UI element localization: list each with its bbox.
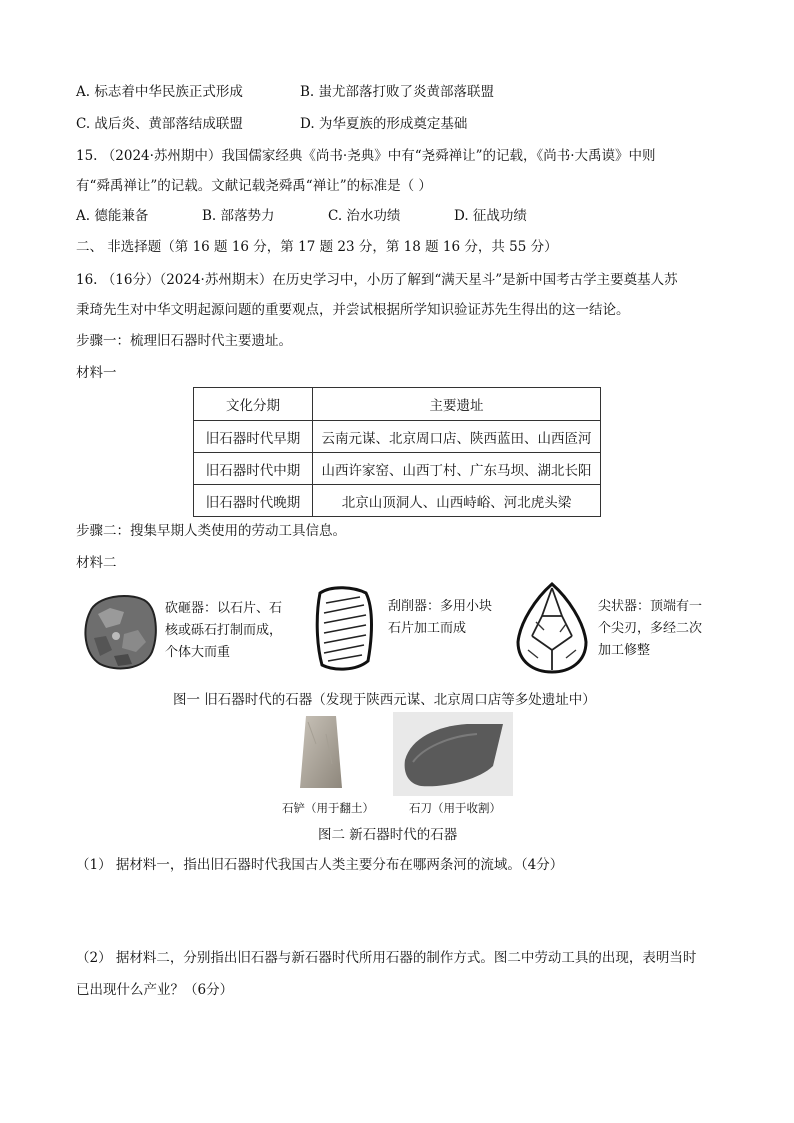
table-cell: 旧石器时代早期 — [194, 421, 313, 453]
q16-stem-line2: 秉琦先生对中华文明起源问题的重要观点，并尝试根据所学知识验证苏先生得出的这一结论。 — [76, 302, 630, 318]
table-cell: 云南元谋、北京周口店、陕西蓝田、山西匼河 — [313, 421, 601, 453]
q15-option-a: A. 德能兼备 — [76, 208, 149, 224]
table-header-row — [194, 388, 601, 421]
table-cell: 旧石器时代晚期 — [194, 485, 313, 517]
caption-line: 石片加工而成 — [388, 621, 467, 636]
table-cell: 旧石器时代中期 — [194, 453, 313, 485]
q14-option-b: B. 蚩尤部落打败了炎黄部落联盟 — [300, 84, 495, 100]
q14-option-a: A. 标志着中华民族正式形成 — [76, 84, 243, 100]
figure-two-caption: 图二 新石器时代的石器 — [318, 827, 458, 843]
q15-stem-line2: 有“舜禹禅让”的记载。文献记载尧舜禹“禅让”的标准是（ ） — [76, 178, 432, 194]
q15-option-c: C. 治水功绩 — [328, 208, 401, 224]
q14-option-c: C. 战后炎、黄部落结成联盟 — [76, 116, 243, 132]
q14-option-d: D. 为华夏族的形成奠定基础 — [300, 116, 468, 132]
table-header: 文化分期 — [194, 388, 313, 421]
stone-shovel-image — [296, 714, 346, 792]
sub-question-1: （1） 据材料一，指出旧石器时代我国古人类主要分布在哪两条河的流域。（4分） — [76, 857, 564, 873]
chopper-image — [80, 590, 160, 674]
q15-option-b: B. 部落势力 — [202, 208, 275, 224]
table-row — [194, 421, 601, 453]
caption-line: 加工修整 — [598, 643, 651, 658]
caption-line: 砍砸器：以石片、石 — [165, 601, 283, 616]
material-one-label: 材料一 — [76, 365, 117, 381]
step-one: 步骤一：梳理旧石器时代主要遗址。 — [76, 333, 292, 349]
sub-question-2-line1: （2） 据材料二，分别指出旧石器与新石器时代所用石器的制作方式。图二中劳动工具的出现，表明当时 — [76, 950, 697, 966]
scraper-image — [310, 583, 380, 675]
table-cell: 山西许家窑、山西丁村、广东马坝、湖北长阳 — [313, 453, 601, 485]
caption-line: 刮削器：多用小块 — [388, 599, 493, 614]
table-row — [194, 453, 601, 485]
sub-question-2-line2: 已出现什么产业？（6分） — [76, 982, 234, 998]
figure-one-caption: 图一 旧石器时代的石器（发现于陕西元谋、北京周口店等多处遗址中） — [173, 692, 596, 708]
material-two-label: 材料二 — [76, 555, 117, 571]
q16-stem-line1: 16. （16分）（2024·苏州期末）在历史学习中，小历了解到“满天星斗”是新中国考古学主要奠基人苏 — [76, 272, 678, 288]
table-cell: 北京山顶洞人、山西峙峪、河北虎头梁 — [313, 485, 601, 517]
q15-stem-line1: 15. （2024·苏州期中）我国儒家经典《尚书·尧典》中有“尧舜禅让”的记载，《尚书·大禹谟》中则 — [76, 148, 656, 164]
scraper-caption — [388, 596, 492, 640]
point-tool-caption — [598, 596, 702, 662]
caption-line: 尖状器：顶端有一 — [598, 599, 703, 614]
section-heading: 二、 非选择题（第 16 题 16 分，第 17 题 23 分，第 18 题 16 分，共 55 分） — [76, 239, 558, 255]
stone-knife-image — [393, 712, 513, 796]
table-header: 主要遗址 — [313, 388, 601, 421]
point-tool-image — [512, 580, 592, 676]
sites-table — [193, 387, 601, 517]
chopper-caption — [165, 598, 282, 664]
table-row — [194, 485, 601, 517]
stone-shovel-label: 石铲（用于翻土） — [282, 801, 374, 815]
step-two: 步骤二：搜集早期人类使用的劳动工具信息。 — [76, 523, 346, 539]
caption-line: 个尖刃，多经二次 — [598, 621, 703, 636]
stone-knife-label: 石刀（用于收割） — [409, 801, 501, 815]
q15-option-d: D. 征战功绩 — [454, 208, 527, 224]
caption-line: 核或砾石打制而成， — [165, 623, 283, 638]
caption-line: 个体大而重 — [165, 645, 231, 660]
